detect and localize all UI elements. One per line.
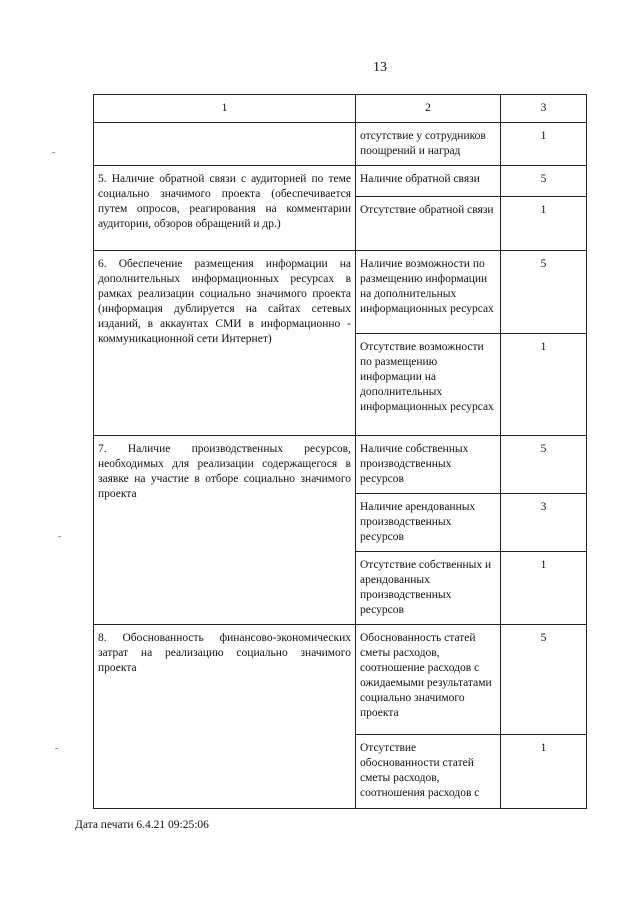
option-score: 1: [501, 735, 587, 809]
print-date-footer: Дата печати 6.4.21 09:25:06: [75, 819, 209, 831]
criterion-text: 8. Обоснованность финансово-экономических затрат на реализацию социально значимого проекта: [94, 625, 356, 809]
column-header-2: 2: [356, 95, 501, 123]
option-description: Отсутствие собственных и арендованных производственных ресурсов: [356, 552, 501, 625]
scan-speck: [58, 536, 61, 537]
criterion-text: 7. Наличие производственных ресурсов, необходимых для реализации содержащегося в заявке на участие в отборе социально значимого проекта: [94, 436, 356, 625]
criterion-text: 6. Обеспечение размещения информации на дополнительных информационных ресурсах в рамках реализации социально значимого проекта (информация дублируется на сайтах сетевых изданий, в аккаунтах СМИ в информационно - коммуникационной сети Интернет): [94, 251, 356, 436]
option-description: Наличие арендованных производственных ресурсов: [356, 494, 501, 552]
column-header-3: 3: [501, 95, 587, 123]
option-score: 1: [501, 334, 587, 436]
option-score: 1: [501, 123, 587, 166]
option-description: отсутствие у сотрудников поощрений и наград: [356, 123, 501, 166]
table-row: [94, 251, 587, 334]
option-score: 3: [501, 494, 587, 552]
criterion-cell-empty: [94, 123, 356, 166]
option-score: 5: [501, 625, 587, 735]
scan-speck: [52, 152, 55, 153]
option-score: 5: [501, 436, 587, 494]
scan-speck: [55, 748, 58, 749]
option-score: 5: [501, 251, 587, 334]
option-description: Обоснованность статей сметы расходов, соотношение расходов с ожидаемыми результатами социально значимого проекта: [356, 625, 501, 735]
table-row: [94, 166, 587, 197]
table-header-row: [94, 95, 587, 123]
option-description: Отсутствие обратной связи: [356, 197, 501, 251]
criteria-table: [93, 94, 587, 809]
option-description: Наличие собственных производственных ресурсов: [356, 436, 501, 494]
table-row: [94, 625, 587, 735]
option-description: Наличие возможности по размещению информации на дополнительных информационных ресурсах: [356, 251, 501, 334]
option-description: Отсутствие возможности по размещению информации на дополнительных информационных ресурсах: [356, 334, 501, 436]
option-description: Отсутствие обоснованности статей сметы расходов, соотношения расходов с: [356, 735, 501, 809]
option-description: Наличие обратной связи: [356, 166, 501, 197]
option-score: 1: [501, 552, 587, 625]
column-header-1: 1: [94, 95, 356, 123]
table-row: [94, 123, 587, 166]
criterion-text: 5. Наличие обратной связи с аудиторией по теме социально значимого проекта (обеспечивается путем опросов, реагирования на комментарии аудитории, обзоров обращений и др.): [94, 166, 356, 251]
page-number: 13: [373, 60, 387, 75]
option-score: 5: [501, 166, 587, 197]
table-row: [94, 436, 587, 494]
option-score: 1: [501, 197, 587, 251]
